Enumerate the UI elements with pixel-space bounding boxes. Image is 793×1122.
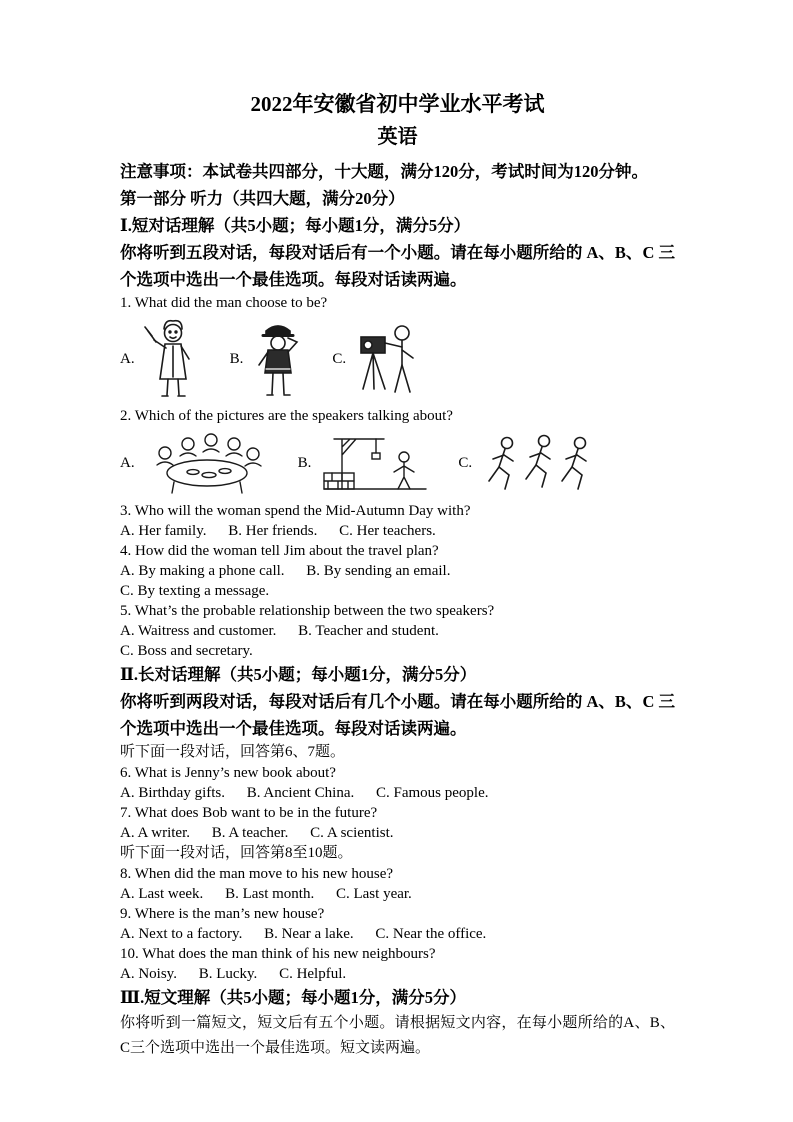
option-text: B. Near a lake.	[264, 926, 354, 942]
option-text: C. Helpful.	[279, 966, 347, 982]
option-text: B. A teacher.	[211, 825, 289, 841]
question-1-text: 1. What did the man choose to be?	[120, 295, 328, 311]
question-2-text: 2. Which of the pictures are the speakers talking about?	[120, 408, 453, 424]
option-text: A. By making a phone call.	[120, 563, 285, 579]
option-text: C. Near the office.	[375, 926, 487, 942]
construction-site-icon	[320, 431, 430, 495]
notice-text: 注意事项：本试卷共四部分，十大题，满分120分，考试时间为120分钟。	[120, 162, 648, 181]
question-2-pictures	[120, 431, 675, 495]
option-label-a: A.	[120, 454, 135, 471]
section3-heading: Ⅲ.短文理解（共5小题；每小题1分，满分5分）	[120, 988, 466, 1007]
section1-instructions: 你将听到五段对话，每段对话后有一个小题。请在每小题所给的 A、B、C 三个选项中选出一个最佳选项。每段对话读两遍。	[120, 243, 675, 289]
option-text: A. Last week.	[120, 886, 204, 902]
question-1-pictures	[120, 318, 675, 400]
option-label-a: A.	[120, 350, 135, 367]
option-text: C. Her teachers.	[339, 523, 436, 539]
option-text: C. Last year.	[335, 886, 412, 902]
question-7-options	[120, 823, 675, 843]
option-text: A. Waitress and customer.	[120, 623, 277, 639]
question-5-text: 5. What’s the probable relationship between the two speakers?	[120, 603, 495, 619]
doctor-icon	[144, 318, 202, 400]
question-5-options-row1	[120, 621, 675, 641]
question-4-options-row1	[120, 561, 675, 581]
question-9-text: 9. Where is the man’s new house?	[120, 906, 325, 922]
runners-icon	[481, 431, 597, 495]
dialog2-note: 听下面一段对话，回答第8至10题。	[120, 845, 353, 861]
option-text: B. Teacher and student.	[298, 623, 439, 639]
option-text: B. Lucky.	[198, 966, 258, 982]
option-label-c: C.	[332, 350, 347, 367]
question-3-options	[120, 521, 675, 541]
option-text: C. A scientist.	[310, 825, 394, 841]
question-6-options	[120, 783, 675, 803]
option-text: A. Her family.	[120, 523, 207, 539]
option-text: C. Famous people.	[376, 785, 489, 801]
question-8-text: 8. When did the man move to his new house?	[120, 866, 394, 882]
option-text: C. Boss and secretary.	[120, 643, 253, 659]
question-10-text: 10. What does the man think of his new neighbours?	[120, 946, 436, 962]
section1-heading: Ⅰ.短对话理解（共5小题；每小题1分，满分5分）	[120, 216, 471, 235]
family-dinner-icon	[144, 431, 270, 495]
option-text: A. Noisy.	[120, 966, 177, 982]
option-label-b: B.	[229, 350, 244, 367]
question-8-options	[120, 884, 675, 904]
question-6-text: 6. What is Jenny’s new book about?	[120, 765, 336, 781]
camera-operator-icon	[355, 321, 423, 397]
option-text: A. A writer.	[120, 825, 190, 841]
question-4-text: 4. How did the woman tell Jim about the travel plan?	[120, 543, 439, 559]
option-text: A. Next to a factory.	[120, 926, 243, 942]
exam-subject: 英语	[377, 126, 418, 148]
option-text: B. Her friends.	[228, 523, 318, 539]
dialog1-note: 听下面一段对话，回答第6、7题。	[120, 744, 346, 760]
option-label-c: C.	[458, 454, 473, 471]
exam-title: 2022年安徽省初中学业水平考试	[250, 92, 545, 116]
question-3-text: 3. Who will the woman spend the Mid-Autumn Day with?	[120, 503, 471, 519]
question-5-options-row2	[120, 641, 675, 661]
section2-heading: Ⅱ.长对话理解（共5小题；每小题1分，满分5分）	[120, 665, 477, 684]
option-text: C. By texting a message.	[120, 583, 270, 599]
section2-instructions: 你将听到两段对话，每段对话后有几个小题。请在每小题所给的 A、B、C 三个选项中选出一个最佳选项。每段对话读两遍。	[120, 692, 675, 738]
option-label-b: B.	[297, 454, 312, 471]
option-text: A. Birthday gifts.	[120, 785, 225, 801]
question-7-text: 7. What does Bob want to be in the future?	[120, 805, 378, 821]
question-4-options-row2	[120, 581, 675, 601]
option-text: B. Last month.	[225, 886, 315, 902]
option-text: B. By sending an email.	[306, 563, 451, 579]
section3-instructions: 你将听到一篇短文，短文后有五个小题。请根据短文内容，在每小题所给的A、B、C三个选项中选出一个最佳选项。短文读两遍。	[120, 1015, 675, 1056]
police-officer-icon	[252, 318, 304, 400]
question-9-options	[120, 924, 675, 944]
option-text: B. Ancient China.	[246, 785, 355, 801]
part1-heading: 第一部分 听力（共四大题，满分20分）	[120, 189, 405, 208]
question-10-options	[120, 964, 675, 984]
